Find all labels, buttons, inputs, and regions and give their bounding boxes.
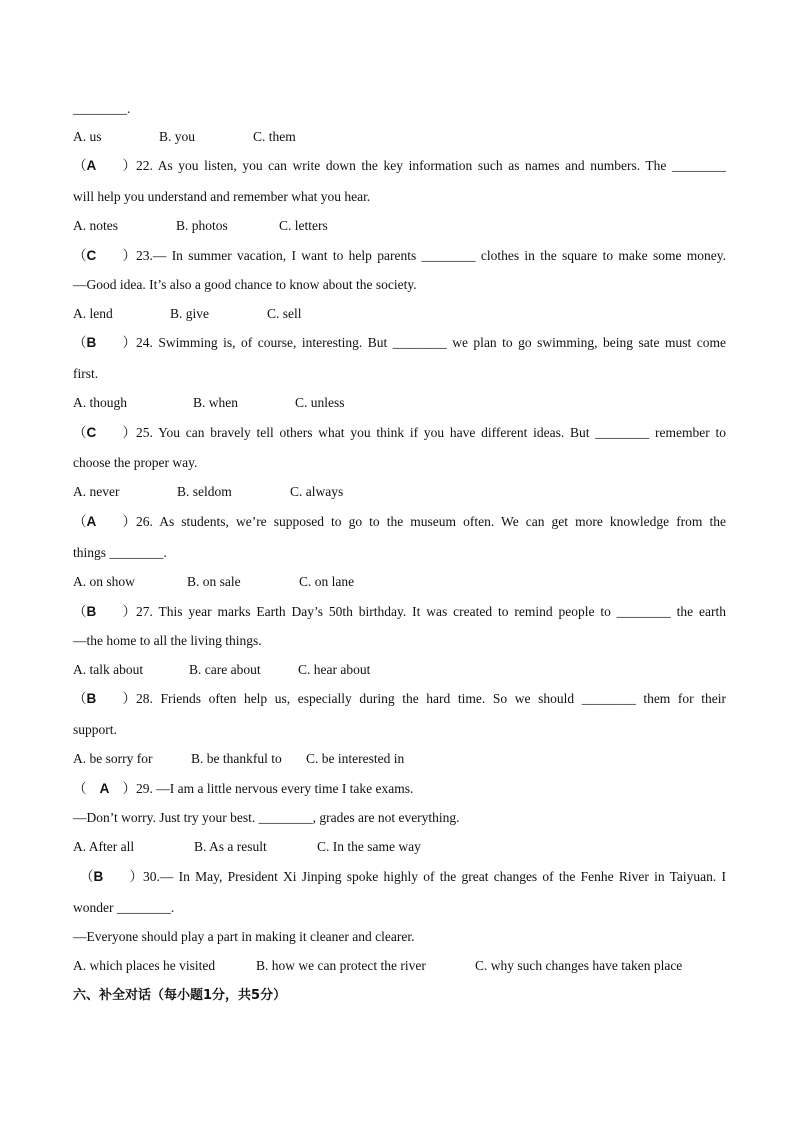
question-25-number: 25.: [136, 425, 153, 440]
question-30-number: 30.: [143, 869, 160, 884]
question-24-line1: （B ）24. Swimming is, of course, interesting. But ________ we plan to go swimming, being sate must come: [73, 335, 726, 350]
question-29-text: —I am a little nervous every time I take exams.: [152, 781, 414, 796]
option-b: B. seldom: [177, 484, 232, 499]
question-24-number: 24.: [136, 335, 153, 350]
question-28-number: 28.: [136, 691, 153, 706]
option-b: B. on sale: [187, 574, 241, 589]
answer-27: B: [86, 604, 97, 619]
option-a: A. which places he visited: [73, 958, 216, 973]
question-30-text: — In May, President Xi Jinping spoke highly of the great changes of the Fenhe River in Taiyuan. I: [159, 869, 726, 884]
question-26-line1: （A ）26. As students, we’re supposed to go to the museum often. We can get more knowledge from the: [73, 514, 726, 529]
question-29-number: 29.: [136, 781, 153, 796]
option-c: C. them: [253, 129, 296, 144]
option-c: C. In the same way: [317, 839, 421, 854]
question-24-text: Swimming is, of course, interesting. But ________ we plan to go swimming, being sate must come: [158, 335, 726, 350]
option-c: C. sell: [267, 306, 302, 321]
answer-25: C: [86, 425, 97, 440]
option-c: C. be interested in: [306, 751, 405, 766]
question-26-text: As students, we’re supposed to go to the museum often. We can get more knowledge from the: [159, 514, 726, 529]
answer-29: A: [99, 781, 110, 796]
question-22-number: 22.: [136, 158, 153, 173]
question-22-line1: （A ）22. As you listen, you can write down the key information such as names and numbers. The ________: [73, 158, 726, 173]
question-26-number: 26.: [136, 514, 153, 529]
option-c: C. letters: [279, 218, 328, 233]
option-c: C. why such changes have taken place: [475, 958, 683, 973]
option-b: B. you: [159, 129, 196, 144]
answer-26: A: [86, 514, 97, 529]
question-22-line2: will help you understand and remember what you hear.: [73, 189, 371, 204]
option-a: A. us: [73, 129, 102, 144]
question-30-line1: （B ）30.— In May, President Xi Jinping spoke highly of the great changes of the Fenhe River in Taiyuan. I: [80, 869, 726, 884]
question-30-line3: —Everyone should play a part in making it cleaner and clearer.: [73, 929, 415, 944]
question-24-line2: first.: [73, 366, 99, 381]
question-22-text: As you listen, you can write down the key information such as names and numbers. The ________: [157, 158, 726, 173]
option-b: B. photos: [176, 218, 228, 233]
answer-23: C: [86, 248, 97, 263]
question-27-number: 27.: [136, 604, 153, 619]
option-a: A. talk about: [73, 662, 144, 677]
question-27-text: This year marks Earth Day’s 50th birthday. It was created to remind people to ________ the earth: [158, 604, 726, 619]
question-23-number: 23.: [136, 248, 153, 263]
option-a: A. never: [73, 484, 120, 499]
option-c: C. always: [290, 484, 344, 499]
option-a: A. notes: [73, 218, 118, 233]
option-b: B. when: [193, 395, 238, 410]
option-b: B. care about: [189, 662, 261, 677]
option-b: B. give: [170, 306, 209, 321]
option-a: A. After all: [73, 839, 135, 854]
question-23-text: — In summer vacation, I want to help parents ________ clothes in the square to make some money.: [152, 248, 726, 263]
question-30-line2: wonder ________.: [73, 900, 175, 915]
option-b: B. how we can protect the river: [256, 958, 426, 973]
question-29-line2: —Don’t worry. Just try your best. ________, grades are not everything.: [73, 810, 460, 825]
question-28-line2: support.: [73, 722, 117, 737]
option-a: A. though: [73, 395, 127, 410]
section-heading: 六、补全对话（每小题1分，共5分）: [73, 988, 287, 1003]
option-b: B. As a result: [194, 839, 267, 854]
answer-24: B: [86, 335, 97, 350]
question-27-line1: （B ）27. This year marks Earth Day’s 50th birthday. It was created to remind people to ________ the earth: [73, 604, 726, 619]
option-b: B. be thankful to: [191, 751, 282, 766]
q21-tail: ________.: [73, 101, 131, 116]
question-28-line1: （B ）28. Friends often help us, especially during the hard time. So we should ________ them for their: [73, 691, 727, 706]
option-a: A. lend: [73, 306, 113, 321]
question-29-line1: （ A ）29. —I am a little nervous every time I take exams.: [73, 781, 414, 796]
question-26-line2: things ________.: [73, 545, 167, 560]
question-27-line2: —the home to all the living things.: [73, 633, 262, 648]
question-23-line1: （C ）23.— In summer vacation, I want to help parents ________ clothes in the square to make some money.: [73, 248, 726, 263]
answer-22: A: [86, 158, 97, 173]
option-c: C. on lane: [299, 574, 355, 589]
question-23-line2: —Good idea. It’s also a good chance to know about the society.: [73, 277, 417, 292]
answer-30: B: [93, 869, 104, 884]
option-c: C. unless: [295, 395, 345, 410]
answer-28: B: [86, 691, 97, 706]
question-25-line1: （C ）25. You can bravely tell others what you think if you have different ideas. But ________ remember to: [73, 425, 726, 440]
question-25-text: You can bravely tell others what you think if you have different ideas. But ________ remember to: [158, 425, 726, 440]
option-a: A. on show: [73, 574, 135, 589]
option-c: C. hear about: [298, 662, 371, 677]
question-25-line2: choose the proper way.: [73, 455, 198, 470]
question-28-text: Friends often help us, especially during the hard time. So we should ________ them for their: [160, 691, 727, 706]
option-a: A. be sorry for: [73, 751, 153, 766]
